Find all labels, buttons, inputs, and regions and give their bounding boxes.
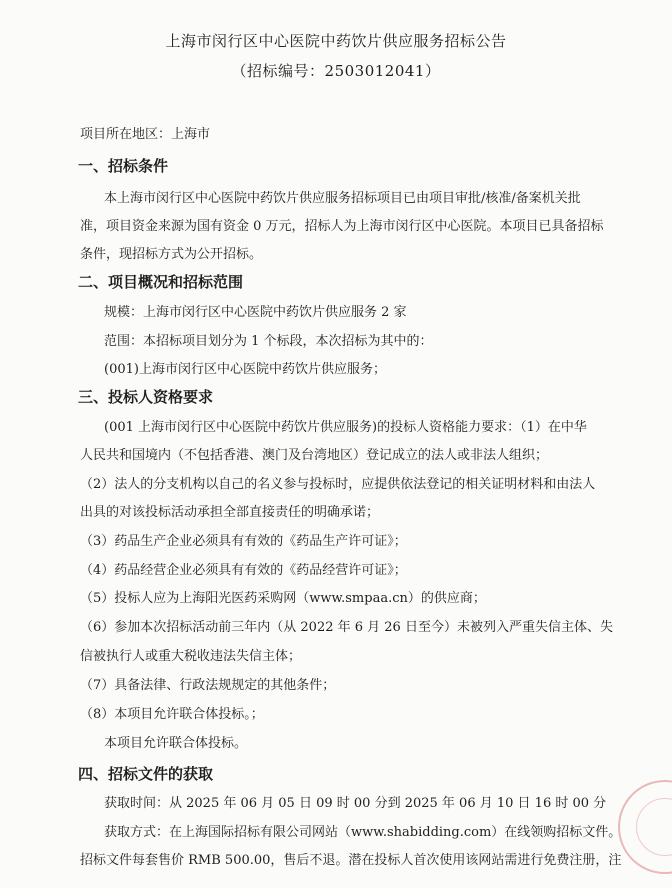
paragraph-line: （2）法人的分支机构以自己的名义参与投标时，应提供依法登记的相关证明材料和由法人	[80, 477, 596, 492]
paragraph-line: 规模：上海市闵行区中心医院中药饮片供应服务 2 家	[104, 305, 407, 320]
section-heading-bidder-qualifications: 三、投标人资格要求	[78, 388, 214, 406]
tender-number: （招标编号：2503012041）	[231, 62, 441, 80]
project-location: 项目所在地区：上海市	[80, 127, 211, 142]
paragraph-line: 本上海市闵行区中心医院中药饮片供应服务招标项目已由项目审批/核准/备案机关批	[104, 191, 581, 206]
section-heading-document-acquisition: 四、招标文件的获取	[78, 765, 214, 783]
paragraph-line: 人民共和国境内（不包括香港、澳门及台湾地区）登记成立的法人或非法人组织；	[80, 448, 549, 463]
paragraph-line: （7）具备法律、行政法规规定的其他条件；	[80, 678, 336, 693]
paragraph-line: 条件，现招标方式为公开招标。	[80, 247, 263, 262]
paragraph-line: （4）药品经营企业必须具有有效的《药品经营许可证》；	[80, 563, 407, 578]
paragraph-line: （6）参加本次招标活动前三年内（从 2022 年 6 月 26 日至今）未被列入严重失信主体、失	[80, 620, 613, 635]
paragraph-line: （3）药品生产企业必须具有有效的《药品生产许可证》；	[80, 534, 407, 549]
paragraph-line: 信被执行人或重大税收违法失信主体；	[80, 649, 302, 664]
section-heading-project-overview: 二、项目概况和招标范围	[78, 273, 244, 291]
paragraph-line: (001)上海市闵行区中心医院中药饮片供应服务；	[104, 362, 386, 377]
document-title: 上海市闵行区中心医院中药饮片供应服务招标公告	[165, 32, 507, 50]
paragraph-line: （8）本项目允许联合体投标。；	[80, 707, 264, 722]
paragraph-line: 本项目允许联合体投标。	[104, 736, 248, 751]
paragraph-line: 出具的对该投标活动承担全部直接责任的明确承诺；	[80, 505, 380, 520]
paragraph-line: （5）投标人应为上海阳光医药采购网（www.smpaa.cn）的供应商；	[80, 591, 486, 606]
paragraph-line: (001 上海市闵行区中心医院中药饮片供应服务)的投标人资格能力要求：（1）在中华	[104, 420, 587, 435]
paragraph-line: 获取时间：从 2025 年 06 月 05 日 09 时 00 分到 2025 年 06 月 10 日 16 时 00 分	[104, 796, 607, 811]
paragraph-line: 准，项目资金来源为国有资金 0 万元，招标人为上海市闵行区中心医院。本项目已具备招标	[80, 219, 604, 234]
section-heading-tender-conditions: 一、招标条件	[78, 157, 169, 175]
paragraph-line: 获取方式：在上海国际招标有限公司网站（www.shabidding.com）在线领购招标文件。	[104, 825, 622, 840]
paragraph-line: 招标文件每套售价 RMB 500.00，售后不退。潜在投标人首次使用该网站需进行免费注册，注	[80, 853, 622, 868]
paragraph-line: 范围：本招标项目划分为 1 个标段，本次招标为其中的：	[104, 334, 433, 349]
